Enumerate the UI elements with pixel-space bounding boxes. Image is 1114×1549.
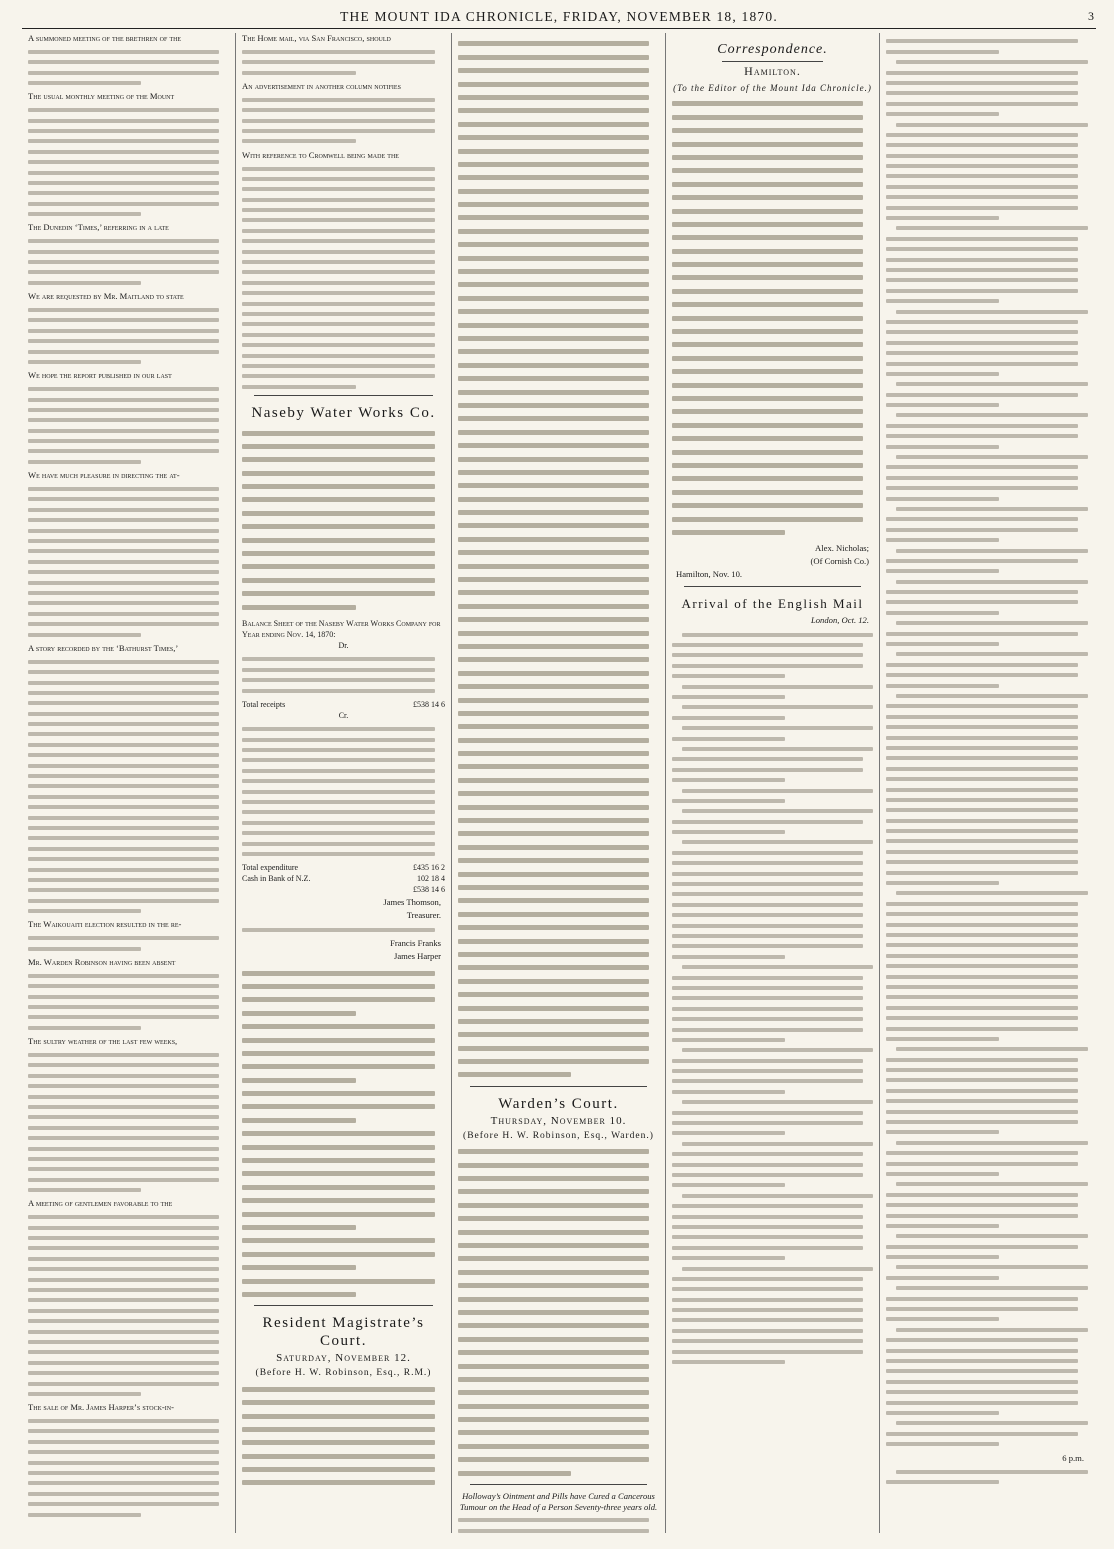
balance-sheet-title: Balance Sheet of the Naseby Water Works Company for Year ending Nov. 14, 1870: bbox=[242, 618, 441, 639]
letter-heading: Hamilton. bbox=[744, 64, 801, 78]
letter-signature: Alex. Nicholas; bbox=[815, 543, 869, 554]
article-warden-absent bbox=[28, 957, 229, 1030]
article-lead: Mr. Warden Robinson having been absent bbox=[28, 957, 176, 968]
article-lead: We are requested by Mr. Maitland to state bbox=[28, 291, 184, 302]
newspaper-title: THE MOUNT IDA CHRONICLE, FRIDAY, NOVEMBER 18, 1870. bbox=[340, 9, 778, 24]
article-magistrates-court-continued bbox=[458, 41, 659, 1077]
article-english-mail-final bbox=[886, 1470, 1088, 1484]
article-lead: We hope the report published in our last bbox=[28, 370, 172, 381]
article-lead: We have much pleasure in directing the at- bbox=[28, 470, 180, 481]
total-receipts-row bbox=[242, 699, 445, 710]
credit-label: Cr. bbox=[338, 710, 349, 720]
article-home-mail bbox=[242, 33, 445, 75]
cash-in-bank-label: Cash in Bank of N.Z. bbox=[242, 874, 311, 884]
divider bbox=[722, 61, 823, 62]
article-lead: The Dunedin ‘Times,’ referring in a late bbox=[28, 222, 169, 233]
article-oddfellows bbox=[28, 33, 229, 85]
article-lead: An advertisement in another column notifies bbox=[242, 80, 401, 91]
column-3 bbox=[452, 33, 666, 1533]
masthead bbox=[22, 6, 1096, 29]
section-heading: Naseby Water Works Co. bbox=[251, 405, 436, 422]
auditor-signature: James Harper bbox=[393, 951, 441, 962]
advertisement-holloway bbox=[458, 1491, 659, 1533]
divider bbox=[254, 1305, 433, 1306]
total-receipts-value: £538 14 6 bbox=[413, 699, 445, 709]
article-cricket-club bbox=[28, 91, 229, 216]
divider bbox=[470, 1086, 647, 1087]
article-lead: The Waikouaiti election resulted in the re- bbox=[28, 919, 182, 930]
section-heading: Correspondence. bbox=[717, 42, 828, 57]
total-expenditure-value: £435 16 2 bbox=[413, 863, 445, 873]
court-before: (Before H. W. Robinson, Esq., Warden.) bbox=[463, 1130, 654, 1141]
total-expenditure-row bbox=[242, 862, 445, 873]
article-lead: The Home mail, via San Francisco, should bbox=[242, 33, 391, 43]
cash-in-bank-value: 102 18 4 bbox=[417, 874, 445, 884]
article-harper-sale bbox=[28, 1402, 229, 1516]
article-english-mail bbox=[672, 633, 873, 1364]
letter-signature-company: (Of Cornish Co.) bbox=[810, 556, 869, 567]
columns bbox=[22, 33, 1096, 1533]
column-5 bbox=[880, 33, 1094, 1533]
article-magistrates-court bbox=[242, 1387, 445, 1486]
divider bbox=[470, 1484, 647, 1485]
total-expenditure-label: Total expenditure bbox=[242, 863, 299, 873]
article-rifle-corps bbox=[28, 1198, 229, 1395]
article-bibles bbox=[28, 470, 229, 636]
letter-addressee: (To the Editor of the Mount Ida Chronicle.) bbox=[673, 83, 872, 93]
article-lead: A summoned meeting of the brethren of the bbox=[28, 33, 182, 43]
section-heading: Resident Magistrate’s Court. bbox=[262, 1315, 425, 1350]
article-water-works-continued bbox=[242, 971, 445, 1297]
cash-in-bank-row bbox=[242, 873, 445, 884]
column-1 bbox=[22, 33, 236, 1533]
article-lead: The sultry weather of the last few weeks, bbox=[28, 1036, 178, 1047]
article-waikouaiti bbox=[28, 919, 229, 950]
debit-label: Dr. bbox=[338, 640, 349, 650]
article-maitland bbox=[28, 291, 229, 364]
divider bbox=[254, 395, 433, 396]
grand-total: £538 14 6 bbox=[413, 885, 445, 895]
article-dunedin-times bbox=[28, 222, 229, 284]
article-stock-sale bbox=[242, 81, 445, 143]
court-date: Saturday, November 12. bbox=[276, 1352, 411, 1365]
court-date: Thursday, November 10. bbox=[490, 1114, 627, 1127]
treasurer-signature: James Thomson, bbox=[383, 897, 441, 908]
dateline: London, Oct. 12. bbox=[810, 615, 869, 626]
article-bathurst-story bbox=[28, 643, 229, 913]
article-water-works bbox=[242, 431, 445, 610]
article-english-mail-continued bbox=[886, 39, 1088, 1446]
article-lead: A story recorded by the ‘Bathurst Times,’ bbox=[28, 642, 179, 653]
letter-place-date: Hamilton, Nov. 10. bbox=[676, 569, 743, 580]
section-heading: Arrival of the English Mail bbox=[681, 596, 864, 612]
divider bbox=[684, 586, 861, 587]
treasurer-title: Treasurer. bbox=[406, 910, 441, 921]
court-before: (Before H. W. Robinson, Esq., R.M.) bbox=[255, 1368, 432, 1379]
total-receipts-label: Total receipts bbox=[242, 699, 286, 709]
article-lead: The sale of Mr. James Harper’s stock-in- bbox=[28, 1402, 174, 1413]
page-number: 3 bbox=[1088, 9, 1094, 23]
article-lead: A meeting of gentlemen favorable to the bbox=[28, 1198, 173, 1209]
auditor-signature: Francis Franks bbox=[390, 938, 441, 949]
article-wardens-court bbox=[458, 1149, 659, 1475]
article-cromwell bbox=[242, 150, 445, 389]
article-district-judge bbox=[28, 370, 229, 464]
column-2 bbox=[236, 33, 452, 1533]
balance-sheet bbox=[242, 618, 445, 895]
advertisement-heading: Holloway’s Ointment and Pills have Cured a Cancerous Tumour on the Head of a Person Seventy-three years old. bbox=[459, 1491, 658, 1512]
article-lead: The usual monthly meeting of the Mount bbox=[28, 91, 175, 102]
section-heading: Warden’s Court. bbox=[498, 1095, 619, 1112]
article-weather bbox=[28, 1036, 229, 1192]
article-lead: With reference to Cromwell being made the bbox=[242, 149, 399, 160]
letter-body bbox=[672, 101, 873, 535]
column-4 bbox=[666, 33, 880, 1533]
dateline-time: 6 p.m. bbox=[1062, 1452, 1084, 1463]
